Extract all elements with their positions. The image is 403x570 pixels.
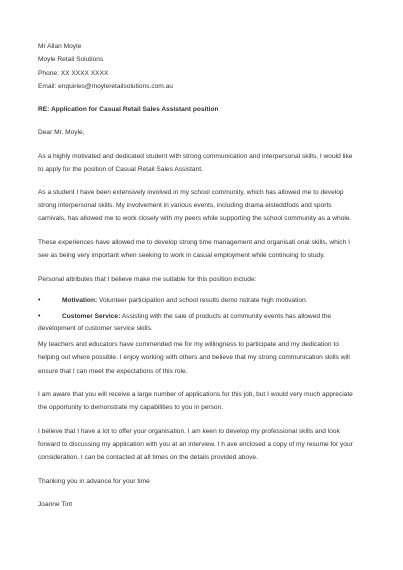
- paragraph-1-line-2: to apply for the position of Casual Retail Sales Assistant.: [38, 166, 203, 173]
- sender-company: Moyle Retail Solutions: [38, 56, 104, 63]
- paragraph-2-line-2: strong interpersonal skills. My involvement in various events, including drama eisteddfods and sports: [38, 202, 332, 209]
- paragraph-7-line-3: consideration. I can be contacted at all times on the details provided above.: [38, 454, 258, 461]
- sender-phone: Phone: XX XXXX XXXX: [38, 70, 109, 77]
- bullet-label: Customer Service:: [62, 313, 121, 320]
- bullet-text: Volunteer participation and school results demo nstrate high motivation.: [97, 297, 308, 304]
- paragraph-3-line-1: These experiences have allowed me to develop strong time management and organisati onal skills, which I: [38, 239, 350, 246]
- paragraph-4-line-1: Personal attributes that I believe make me suitable for this position include:: [38, 276, 257, 283]
- signature-name: Joanne Tint: [38, 501, 73, 508]
- paragraph-1-line-1: As a highly motivated and dedicated student with strong communication and interpersonal skills, I would like: [38, 153, 353, 160]
- bullet-item-customer-service: [62, 313, 331, 321]
- sender-name: Mr Allan Moyle: [38, 43, 82, 50]
- paragraph-6-line-1: I am aware that you will receive a large number of applications for this job, but I would very much appreciate: [38, 391, 353, 398]
- paragraph-5-line-3: ensure that I can meet the expectations of this role.: [38, 368, 188, 375]
- paragraph-5-line-2: helping out where possible. I enjoy working with others and believe that my strong communication skills will: [38, 354, 350, 361]
- sender-email: Email: enquiries@moyleretailsolutions.com.au: [38, 83, 173, 90]
- letter-subject: RE: Application for Casual Retail Sales Assistant position: [38, 106, 219, 113]
- paragraph-5-line-1: My teachers and educators have commended me for my willingness to participate and my dedication to: [38, 341, 339, 348]
- paragraph-7-line-1: I believe that I have a lot to offer your organisation. I am keen to develop my professional skills and look: [38, 428, 340, 435]
- paragraph-2-line-3: carnivals, has allowed me to work closely with my peers while supporting the school community as a whole.: [38, 215, 352, 222]
- paragraph-6-line-2: the opportunity to demonstrate my capabilities to you in person.: [38, 404, 224, 411]
- paragraph-7-line-2: forward to discussing my application with you at an interview. I h ave enclosed a copy of my resume for your: [38, 441, 353, 448]
- bullet-symbol: •: [38, 297, 41, 304]
- bullet-symbol: •: [38, 313, 41, 320]
- bullet-text: Assisting with the sale of products at community events has allowed the: [120, 313, 332, 320]
- closing-line: Thanking you in advance for your time: [38, 478, 150, 485]
- bullet-label: Motivation:: [62, 297, 98, 304]
- bullet-continuation: development of customer service skills.: [38, 325, 153, 332]
- paragraph-3-line-2: see as being very important when seeking to work in casual employment while continuing to study.: [38, 252, 325, 259]
- salutation: Dear Mr. Moyle,: [38, 129, 85, 136]
- paragraph-2-line-1: As a student I have been extensively involved in my school community, which has allowed me to develop: [38, 189, 344, 196]
- bullet-item-motivation: [62, 297, 308, 305]
